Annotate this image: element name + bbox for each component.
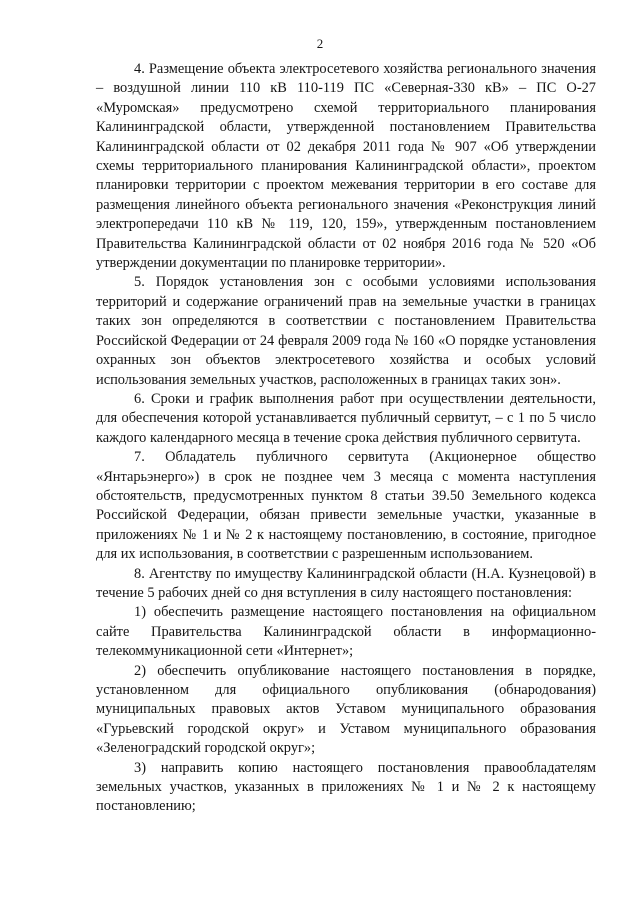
paragraph-item-6: 6. Сроки и график выполнения работ при осуществлении деятельности, для обеспечения которой устанавливается публичный сервитут, – с 1 по 5 число каждого календарного месяца в течение срока действия публичного сервитута.	[96, 390, 596, 446]
page-number: 2	[316, 36, 324, 51]
document-body	[96, 60, 596, 817]
paragraph-item-5: 5. Порядок установления зон с особыми условиями использования территорий и содержание ограничений прав на земельные участки в границах таких зон определяются в соответствии с постановлением Правительства Российской Федерации от 24 февраля 2009 года № 160 «О порядке установления охранных зон объектов электросетевого хозяйства и особых условий использования земельных участков, расположенных в границах таких зон».	[96, 274, 596, 388]
paragraph-item-4: 4. Размещение объекта электросетевого хозяйства регионального значения – воздушной линии 110 кВ 110-119 ПС «Северная-330 кВ» – ПС О-27 «Муромская» предусмотрено схемой территориального планирования Калининградской области, утвержденной постановлением Правительства Калининградской области от 02 декабря 2011 года № 907 «Об утверждении схемы территориального планирования Калининградской области», проектом планировки территории с проектом межевания территории в его составе для размещения линейного объекта регионального значения «Реконструкция линий электропередачи 110 кВ № 119, 120, 159», утвержденным постановлением Правительства Калининградской области от 02 ноября 2016 года № 520 «Об утверждении документации по планировке территории».	[96, 61, 596, 272]
subparagraph-3: 3) направить копию настоящего постановления правообладателям земельных участков, указанных в приложениях № 1 и № 2 к настоящему постановлению;	[96, 759, 596, 815]
subparagraph-1: 1) обеспечить размещение настоящего постановления на официальном сайте Правительства Калининградской области в информационно-телекоммуникационной сети «Интернет»;	[96, 604, 596, 660]
subparagraph-2: 2) обеспечить опубликование настоящего постановления в порядке, установленном для официального опубликования (обнародования) муниципальных правовых актов Уставом муниципального образования «Гурьевский городской округ» и Уставом муниципального образования «Зеленоградский городской округ»;	[96, 662, 596, 757]
paragraph-item-7: 7. Обладатель публичного сервитута (Акционерное общество «Янтарьэнерго») в срок не позднее чем 3 месяца с момента наступления обстоятельств, предусмотренных пунктом 8 статьи 39.50 Земельного кодекса Российской Федерации, обязан привести земельные участки, указанные в приложениях № 1 и № 2 к настоящему постановлению, в состояние, пригодное для их использования, в соответствии с разрешенным использованием.	[96, 449, 596, 563]
paragraph-item-8: 8. Агентству по имуществу Калининградской области (Н.А. Кузнецовой) в течение 5 рабочих дней со дня вступления в силу настоящего постановления:	[96, 565, 596, 601]
